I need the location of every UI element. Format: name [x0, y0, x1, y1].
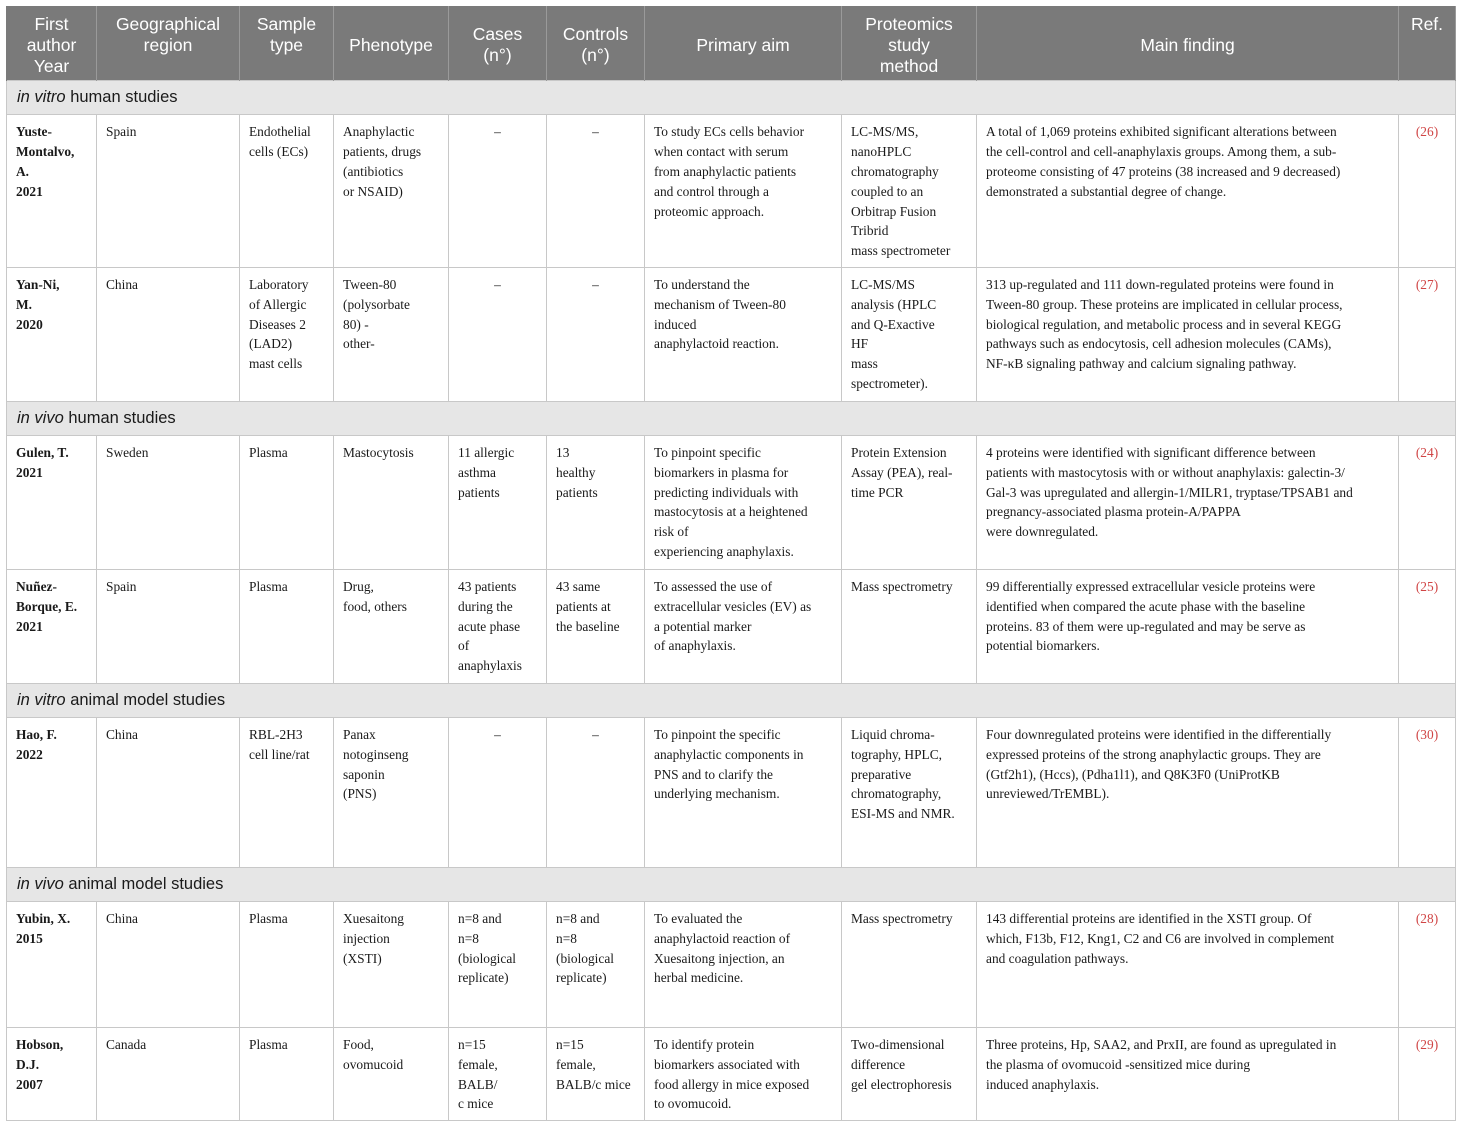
cell-ref[interactable]: (30) — [1399, 717, 1456, 867]
cell-sample: RBL-2H3 cell line/rat — [240, 717, 334, 867]
section-title-italic: in vivo — [17, 408, 64, 427]
studies-table — [6, 6, 1456, 1121]
cell-phenotype: Food, ovomucoid — [334, 1027, 449, 1120]
cell-region: Spain — [97, 569, 240, 683]
cell-cases: – — [449, 115, 547, 268]
cell-aim: To pinpoint specific biomarkers in plasma for predicting individuals with mastocytosis at a heightened risk of experiencing anaphylaxis. — [645, 435, 842, 569]
header-finding — [977, 6, 1399, 81]
cell-sample: Laboratory of Allergic Diseases 2 (LAD2) mast cells — [240, 267, 334, 401]
section-row — [7, 401, 1456, 435]
table-row — [7, 569, 1456, 683]
cell-method: Liquid chroma- tography, HPLC, preparative chromatography, ESI-MS and NMR. — [842, 717, 977, 867]
cell-phenotype: Panax notoginseng saponin (PNS) — [334, 717, 449, 867]
cell-aim: To study ECs cells behavior when contact with serum from anaphylactic patients and control through a proteomic approach. — [645, 115, 842, 268]
header-cases — [449, 6, 547, 81]
cell-controls: 13 healthy patients — [547, 435, 645, 569]
cell-region: Spain — [97, 115, 240, 268]
cell-ref[interactable]: (28) — [1399, 901, 1456, 1027]
cell-sample: Plasma — [240, 569, 334, 683]
cell-finding: A total of 1,069 proteins exhibited significant alterations between the cell-control and cell-anaphylaxis groups. Among them, a sub- proteome consisting of 47 proteins (38 increased and 9 decreased) demonstrated a substantial degree of change. — [977, 115, 1399, 268]
section-title-italic: in vitro — [17, 690, 66, 709]
cell-controls: n=15 female, BALB/c mice — [547, 1027, 645, 1120]
cell-author: Gulen, T. 2021 — [7, 435, 97, 569]
header-label: Phenotype — [349, 35, 433, 55]
cell-region: Canada — [97, 1027, 240, 1120]
section-row — [7, 683, 1456, 717]
header-row — [7, 6, 1456, 81]
header-label: Main finding — [1140, 35, 1235, 55]
table-body — [7, 81, 1456, 1121]
header-region — [97, 6, 240, 81]
header-aim — [645, 6, 842, 81]
cell-ref[interactable]: (29) — [1399, 1027, 1456, 1120]
cell-controls: – — [547, 717, 645, 867]
cell-region: Sweden — [97, 435, 240, 569]
cell-cases: – — [449, 717, 547, 867]
section-title-italic: in vitro — [17, 87, 66, 106]
header-label: First author Year — [26, 14, 77, 76]
cell-finding: Four downregulated proteins were identified in the differentially expressed proteins of the strong anaphylactic groups. They are (Gtf2h1), (Hccs), (Pdha1l1), and Q8K3F0 (UniProtKB unreviewed/TrEMBL). — [977, 717, 1399, 867]
header-label: Geographical region — [115, 14, 221, 55]
cell-cases: n=15 female, BALB/ c mice — [449, 1027, 547, 1120]
header-label: Ref. — [1410, 14, 1444, 34]
cell-cases: n=8 and n=8 (biological replicate) — [449, 901, 547, 1027]
cell-cases: 11 allergic asthma patients — [449, 435, 547, 569]
cell-aim: To identify protein biomarkers associated with food allergy in mice exposed to ovomucoid. — [645, 1027, 842, 1120]
table-row — [7, 901, 1456, 1027]
header-label: Sample type — [256, 14, 317, 55]
header-label: Controls (n°) — [562, 24, 629, 65]
header-label: Primary aim — [696, 35, 790, 55]
cell-method: LC-MS/MS analysis (HPLC and Q-Exactive HF mass spectrometer). — [842, 267, 977, 401]
section-title — [7, 867, 1456, 901]
header-author — [7, 6, 97, 81]
cell-region: China — [97, 717, 240, 867]
cell-sample: Endothelial cells (ECs) — [240, 115, 334, 268]
section-row — [7, 81, 1456, 115]
header-method — [842, 6, 977, 81]
cell-phenotype: Mastocytosis — [334, 435, 449, 569]
cell-phenotype: Xuesaitong injection (XSTI) — [334, 901, 449, 1027]
cell-author: Yuste- Montalvo, A. 2021 — [7, 115, 97, 268]
cell-sample: Plasma — [240, 901, 334, 1027]
cell-finding: Three proteins, Hp, SAA2, and PrxII, are found as upregulated in the plasma of ovomucoid -sensitized mice during induced anaphylaxis. — [977, 1027, 1399, 1120]
cell-method: LC-MS/MS, nanoHPLC chromatography coupled to an Orbitrap Fusion Tribrid mass spectrometer — [842, 115, 977, 268]
section-title-rest: animal model studies — [65, 690, 226, 709]
cell-author: Hao, F. 2022 — [7, 717, 97, 867]
section-title — [7, 401, 1456, 435]
section-title — [7, 81, 1456, 115]
cell-region: China — [97, 901, 240, 1027]
cell-ref[interactable]: (24) — [1399, 435, 1456, 569]
header-label: Cases (n°) — [472, 24, 523, 65]
cell-ref[interactable]: (26) — [1399, 115, 1456, 268]
header-ref — [1399, 6, 1456, 81]
cell-author: Yan-Ni, M. 2020 — [7, 267, 97, 401]
cell-phenotype: Drug, food, others — [334, 569, 449, 683]
cell-sample: Plasma — [240, 1027, 334, 1120]
cell-cases: – — [449, 267, 547, 401]
cell-region: China — [97, 267, 240, 401]
cell-method: Two-dimensional difference gel electrophoresis — [842, 1027, 977, 1120]
section-title-italic: in vivo — [17, 874, 64, 893]
cell-controls: 43 same patients at the baseline — [547, 569, 645, 683]
section-row — [7, 867, 1456, 901]
cell-phenotype: Tween-80 (polysorbate 80) - other- — [334, 267, 449, 401]
cell-aim: To assessed the use of extracellular vesicles (EV) as a potential marker of anaphylaxis. — [645, 569, 842, 683]
cell-controls: – — [547, 267, 645, 401]
section-title-rest: human studies — [63, 408, 176, 427]
cell-finding: 313 up-regulated and 111 down-regulated proteins were found in Tween-80 group. These proteins are implicated in cellular process, biological regulation, and metabolic process and in several KEGG pathways such as endocytosis, cell adhesion molecules (CAMs), NF-κB signaling pathway and calcium signaling pathway. — [977, 267, 1399, 401]
cell-method: Mass spectrometry — [842, 569, 977, 683]
cell-controls: n=8 and n=8 (biological replicate) — [547, 901, 645, 1027]
cell-phenotype: Anaphylactic patients, drugs (antibiotics or NSAID) — [334, 115, 449, 268]
cell-sample: Plasma — [240, 435, 334, 569]
cell-finding: 143 differential proteins are identified in the XSTI group. Of which, F13b, F12, Kng1, C2 and C6 are involved in complement and coagulation pathways. — [977, 901, 1399, 1027]
cell-aim: To pinpoint the specific anaphylactic components in PNS and to clarify the underlying mechanism. — [645, 717, 842, 867]
cell-aim: To understand the mechanism of Tween-80 induced anaphylactoid reaction. — [645, 267, 842, 401]
table-row — [7, 435, 1456, 569]
table-row — [7, 717, 1456, 867]
cell-author: Hobson, D.J. 2007 — [7, 1027, 97, 1120]
cell-finding: 99 differentially expressed extracellular vesicle proteins were identified when compared the acute phase with the baseline proteins. 83 of them were up-regulated and may be serve as potential biomarkers. — [977, 569, 1399, 683]
cell-controls: – — [547, 115, 645, 268]
section-title-rest: animal model studies — [63, 874, 224, 893]
header-phenotype — [334, 6, 449, 81]
header-label: Proteomics study method — [865, 14, 953, 76]
cell-ref[interactable]: (27) — [1399, 267, 1456, 401]
cell-method: Protein Extension Assay (PEA), real- time PCR — [842, 435, 977, 569]
section-title — [7, 683, 1456, 717]
section-title-rest: human studies — [65, 87, 178, 106]
table-row — [7, 1027, 1456, 1120]
cell-author: Nuñez- Borque, E. 2021 — [7, 569, 97, 683]
table-row — [7, 115, 1456, 268]
cell-cases: 43 patients during the acute phase of anaphylaxis — [449, 569, 547, 683]
table-row — [7, 267, 1456, 401]
cell-finding: 4 proteins were identified with significant difference between patients with mastocytosis with or without anaphylaxis: galectin-3/ Gal-3 was upregulated and allergin-1/MILR1, tryptase/TPSAB1 and pregnancy-associated plasma protein-A/PAPPA were downregulated. — [977, 435, 1399, 569]
cell-aim: To evaluated the anaphylactoid reaction of Xuesaitong injection, an herbal medicine. — [645, 901, 842, 1027]
header-controls — [547, 6, 645, 81]
header-sample — [240, 6, 334, 81]
cell-author: Yubin, X. 2015 — [7, 901, 97, 1027]
cell-ref[interactable]: (25) — [1399, 569, 1456, 683]
cell-method: Mass spectrometry — [842, 901, 977, 1027]
